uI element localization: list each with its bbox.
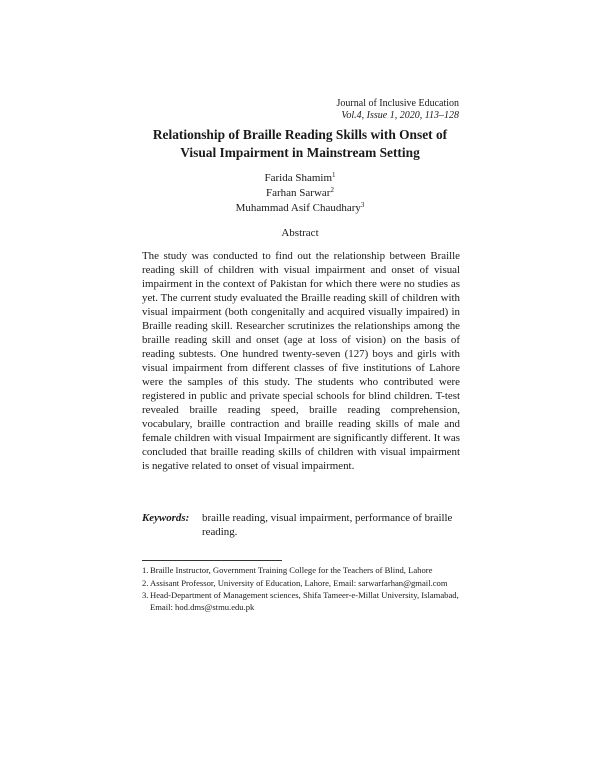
author [150,201,450,216]
paper-title [120,126,480,162]
keywords-label: Keywords: [142,512,190,524]
footnote [142,565,460,577]
title-line-2: Visual Impairment in Mainstream Setting [180,145,420,160]
title-line-1: Relationship of Braille Reading Skills with Onset of [152,127,448,142]
abstract-body: The study was conducted to find out the relationship between Braille reading skill of children with visual impairment and onset of visual impairment in the context of Pakistan for which there were no studies as yet. The current study evaluated the Braille reading skill of children with visual impairment (both congenitally and acquired visually impaired) in Braille reading skill. Researcher scrutinizes the relationships among the braille reading skill and onset (age at loss of vision) on the basis of reading subtests. One hundred twenty-seven (127) boys and girls with visual impairment from different classes of five institutions of Lahore were the samples of this study. The students who contributed were registered in public and private special schools for blind children. T-test revealed braille reading speed, braille reading comprehension, vocabulary, braille contraction and braille reading skills of male and female children with visual Impairment are significantly different. It was concluded that braille reading skills of children with visual impairment is negative related to onset of visual impairment. [142,250,460,472]
journal-header [337,98,459,122]
footnote-text: Braille Instructor, Government Training College for the Teachers of Blind, Lahore [150,565,433,575]
author-affiliation-mark: 3 [360,201,365,209]
author [150,171,450,186]
keywords [142,511,460,539]
keywords-text: braille reading, visual impairment, performance of braille reading. [202,512,453,538]
journal-volume: Vol.4, Issue 1, 2020, 113–128 [341,110,459,121]
footnote [142,590,460,613]
footnotes [142,565,460,614]
author-affiliation-mark: 2 [330,186,334,194]
journal-name: Journal of Inclusive Education [336,98,459,109]
author-name: Farhan Sarwar [266,187,331,199]
footnote-number: 1. [142,565,149,575]
footnote-divider [142,560,282,561]
footnote [142,578,460,590]
footnote-number: 3. [142,590,149,600]
author [150,186,450,201]
author-name: Muhammad Asif Chaudhary [235,202,361,214]
author-affiliation-mark: 1 [332,171,336,179]
abstract-heading: Abstract [281,227,319,239]
footnote-text: Head-Department of Management sciences, Shifa Tameer-e-Millat University, Islamabad, Email: hod.dms@stmu.edu.pk [150,590,459,612]
author-list [150,171,450,216]
author-name: Farida Shamim [264,172,333,184]
footnote-text: Assisant Professor, University of Education, Lahore, Email: sarwarfarhan@gmail.com [150,577,448,588]
footnote-number: 2. [142,577,149,588]
